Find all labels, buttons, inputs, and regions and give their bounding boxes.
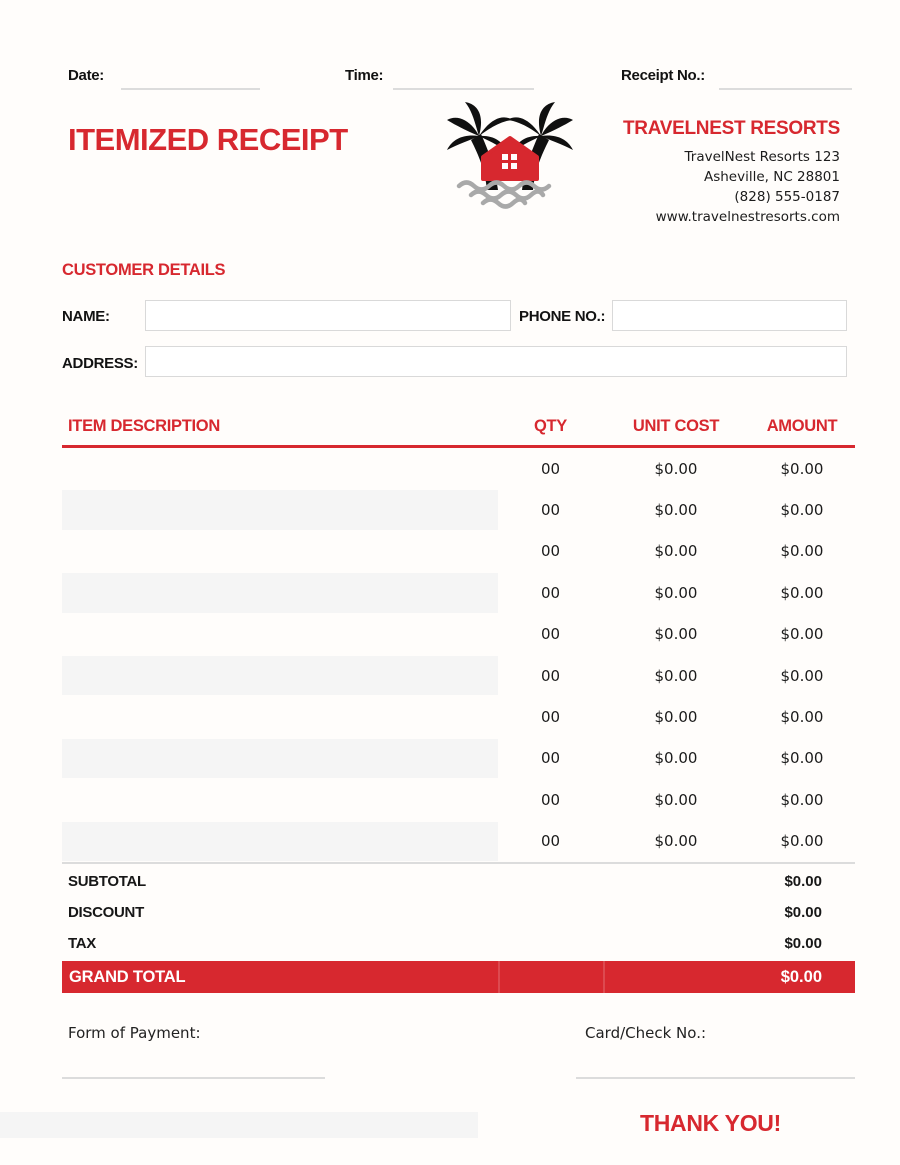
- time-label: Time:: [345, 67, 384, 84]
- item-qty: 00: [540, 583, 561, 602]
- column-header-qty: QTY: [533, 416, 568, 435]
- column-header-amount: AMOUNT: [766, 416, 838, 435]
- item-description-field[interactable]: [62, 739, 498, 778]
- table-bottom-rule: [62, 862, 855, 864]
- grand-total-divider: [498, 961, 500, 993]
- item-unit-cost: $0.00: [654, 749, 698, 768]
- house-icon: [483, 138, 537, 179]
- customer-address-input[interactable]: [145, 346, 847, 377]
- item-description-cell[interactable]: [62, 448, 498, 489]
- summary-label: DISCOUNT: [68, 904, 144, 921]
- item-qty: 00: [540, 790, 561, 809]
- item-description-cell[interactable]: [62, 489, 498, 530]
- item-amount: $0.00: [780, 666, 824, 685]
- item-description-field[interactable]: [62, 490, 498, 529]
- item-unit-cost: $0.00: [654, 625, 698, 644]
- waves-icon: [459, 183, 549, 207]
- company-name: TRAVELNEST RESORTS: [623, 118, 840, 139]
- item-description-cell[interactable]: [62, 614, 498, 655]
- table-row: [62, 655, 855, 696]
- item-qty: 00: [540, 459, 561, 478]
- form-of-payment-label: Form of Payment:: [68, 1024, 201, 1042]
- item-unit-cost: $0.00: [654, 583, 698, 602]
- customer-phone-label: PHONE NO.:: [519, 308, 606, 325]
- item-unit-cost: $0.00: [654, 542, 698, 561]
- item-qty: 00: [540, 542, 561, 561]
- item-amount: $0.00: [780, 583, 824, 602]
- item-qty: 00: [540, 708, 561, 727]
- table-row: [62, 489, 855, 530]
- summary-value: $0.00: [784, 873, 822, 890]
- palm-trees-house-waves-logo: [445, 100, 575, 210]
- item-description-field[interactable]: [62, 573, 498, 612]
- bottom-accent-bar: [0, 1112, 478, 1138]
- items-table-header: [62, 407, 855, 445]
- customer-address-label: ADDRESS:: [62, 355, 138, 372]
- receipt-no-label: Receipt No.:: [621, 67, 705, 84]
- item-qty: 00: [540, 625, 561, 644]
- grand-total-label: GRAND TOTAL: [69, 967, 186, 986]
- item-description-field[interactable]: [62, 532, 498, 571]
- item-description-cell[interactable]: [62, 821, 498, 862]
- item-description-field[interactable]: [62, 697, 498, 736]
- item-unit-cost: $0.00: [654, 790, 698, 809]
- item-qty: 00: [540, 501, 561, 520]
- table-row: [62, 821, 855, 862]
- items-table: [62, 407, 855, 864]
- item-amount: $0.00: [780, 708, 824, 727]
- item-description-field[interactable]: [62, 822, 498, 861]
- summary-label: TAX: [68, 935, 96, 952]
- item-qty: 00: [540, 832, 561, 851]
- grand-total-divider: [603, 961, 605, 993]
- item-description-field[interactable]: [62, 656, 498, 695]
- grand-total-bar: [62, 961, 855, 993]
- date-field-line[interactable]: [121, 88, 260, 90]
- summary-value: $0.00: [784, 935, 822, 952]
- item-unit-cost: $0.00: [654, 459, 698, 478]
- time-field-line[interactable]: [393, 88, 534, 90]
- item-unit-cost: $0.00: [654, 501, 698, 520]
- company-phone: (828) 555-0187: [734, 189, 840, 205]
- item-description-field[interactable]: [62, 615, 498, 654]
- item-unit-cost: $0.00: [654, 666, 698, 685]
- summary-row: [62, 866, 855, 897]
- customer-name-label: NAME:: [62, 308, 110, 325]
- item-qty: 00: [540, 666, 561, 685]
- summary-row: [62, 928, 855, 959]
- table-row: [62, 738, 855, 779]
- item-amount: $0.00: [780, 832, 824, 851]
- customer-name-input[interactable]: [145, 300, 511, 331]
- item-amount: $0.00: [780, 625, 824, 644]
- company-address-line1: TravelNest Resorts 123: [684, 149, 840, 165]
- summary-row: [62, 897, 855, 928]
- table-row: [62, 614, 855, 655]
- grand-total-value: $0.00: [780, 967, 822, 986]
- item-qty: 00: [540, 749, 561, 768]
- item-amount: $0.00: [780, 459, 824, 478]
- table-row: [62, 572, 855, 613]
- table-row: [62, 448, 855, 489]
- company-block: [623, 118, 840, 227]
- form-of-payment-line[interactable]: [62, 1077, 325, 1079]
- table-row: [62, 779, 855, 820]
- item-description-cell[interactable]: [62, 531, 498, 572]
- thank-you-text: THANK YOU!: [640, 1110, 781, 1136]
- summary-label: SUBTOTAL: [68, 873, 146, 890]
- item-description-field[interactable]: [62, 449, 498, 488]
- item-description-cell[interactable]: [62, 738, 498, 779]
- customer-phone-input[interactable]: [612, 300, 847, 331]
- summary-value: $0.00: [784, 904, 822, 921]
- summary-section: [62, 866, 855, 959]
- items-table-body: [62, 448, 855, 862]
- item-description-cell[interactable]: [62, 572, 498, 613]
- receipt-no-field-line[interactable]: [719, 88, 852, 90]
- item-unit-cost: $0.00: [654, 708, 698, 727]
- company-address-line2: Asheville, NC 28801: [703, 169, 840, 185]
- item-description-cell[interactable]: [62, 655, 498, 696]
- item-description-field[interactable]: [62, 780, 498, 819]
- table-row: [62, 531, 855, 572]
- item-amount: $0.00: [780, 501, 824, 520]
- table-row: [62, 696, 855, 737]
- page-title: ITEMIZED RECEIPT: [68, 122, 348, 157]
- item-amount: $0.00: [780, 749, 824, 768]
- item-amount: $0.00: [780, 790, 824, 809]
- column-header-unit-cost: UNIT COST: [632, 416, 720, 435]
- item-description-cell[interactable]: [62, 696, 498, 737]
- company-website: www.travelnestresorts.com: [655, 209, 840, 225]
- customer-details-heading: CUSTOMER DETAILS: [62, 261, 226, 279]
- card-check-no-line[interactable]: [576, 1077, 855, 1079]
- item-description-cell[interactable]: [62, 779, 498, 820]
- date-label: Date:: [68, 67, 105, 84]
- item-amount: $0.00: [780, 542, 824, 561]
- item-unit-cost: $0.00: [654, 832, 698, 851]
- column-header-item-description: ITEM DESCRIPTION: [68, 416, 220, 435]
- card-check-no-label: Card/Check No.:: [585, 1024, 707, 1042]
